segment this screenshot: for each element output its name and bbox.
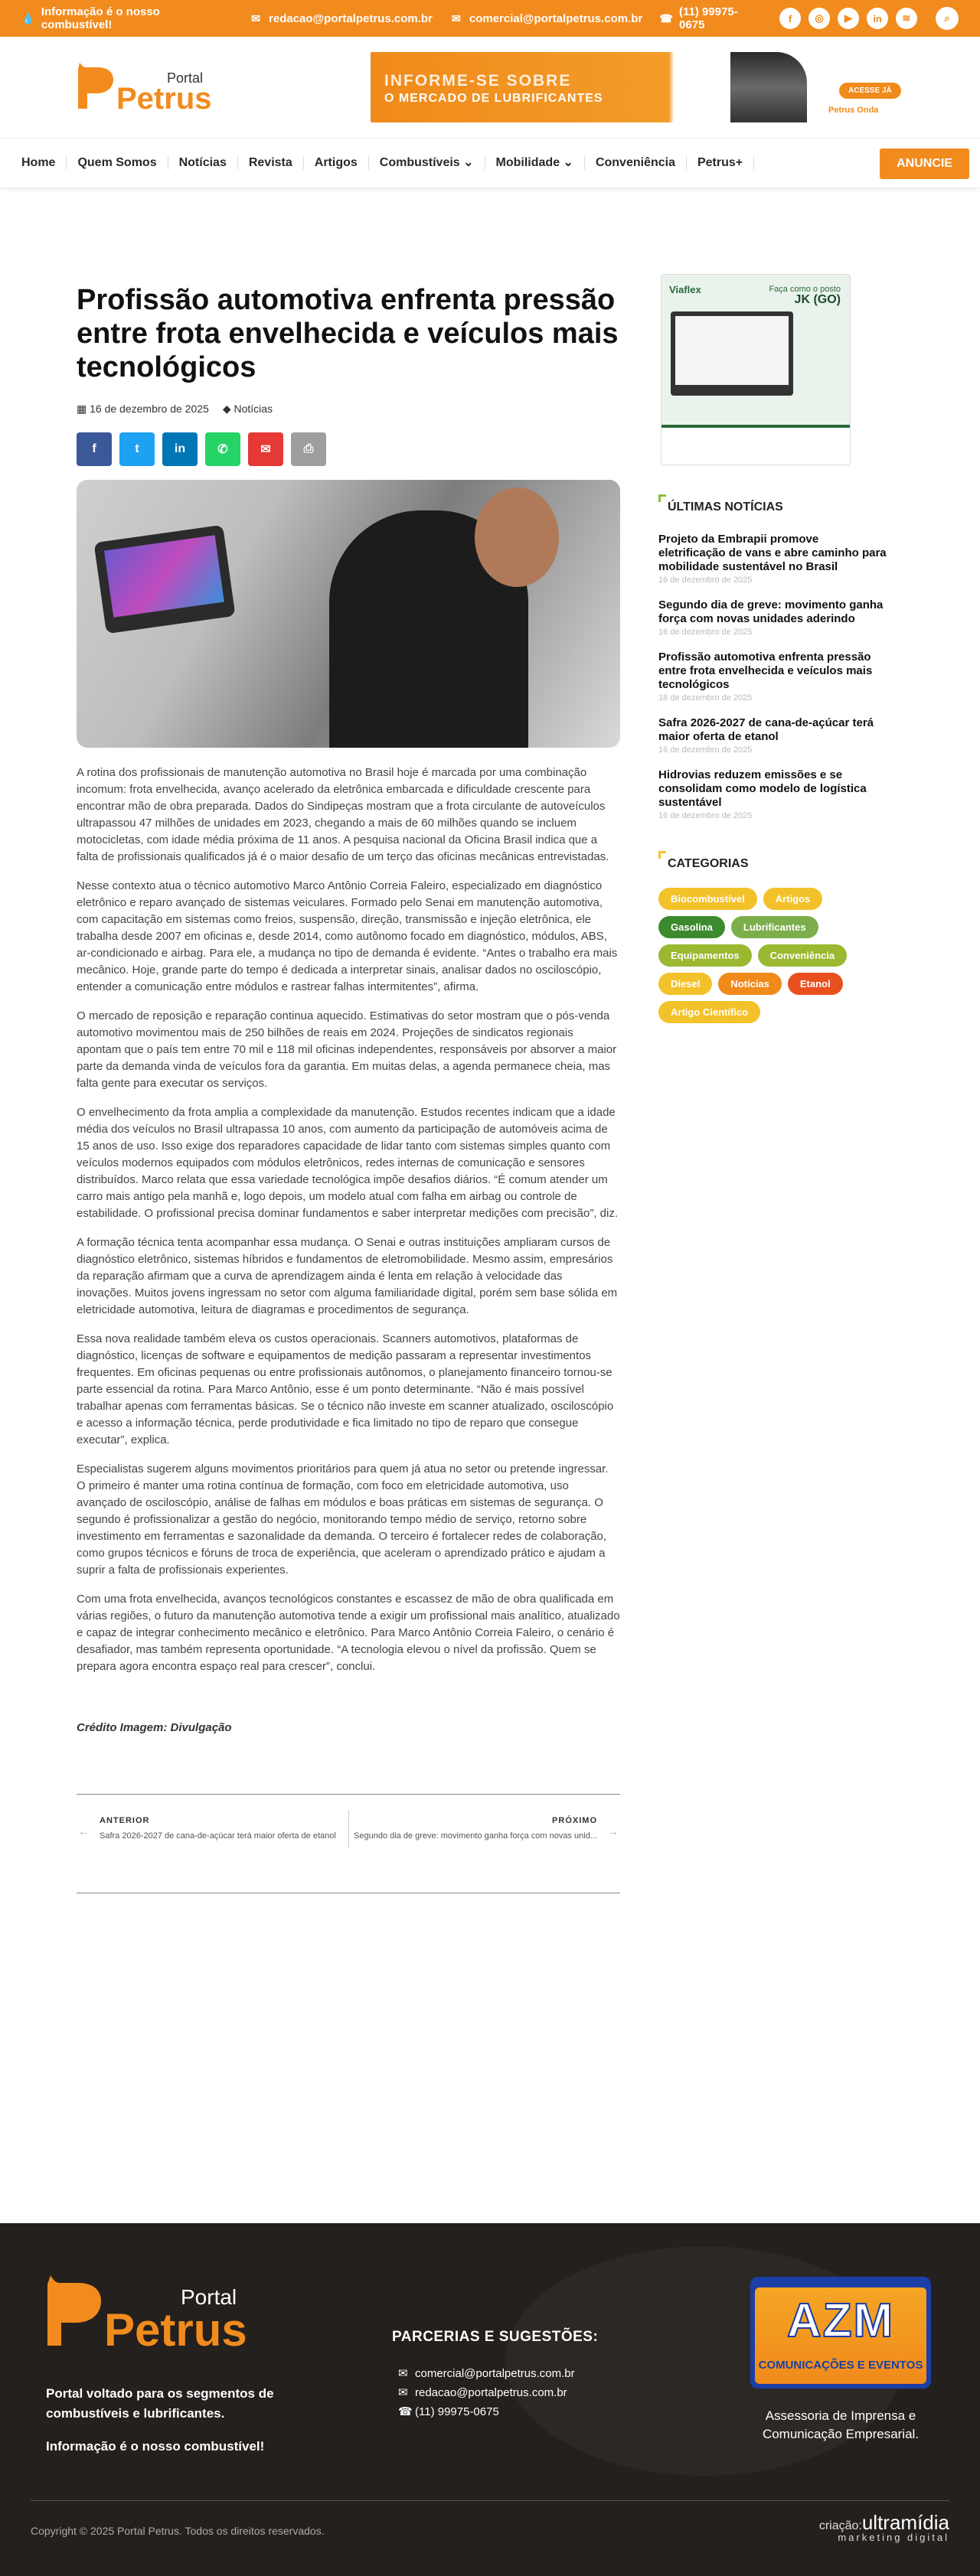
category-tag[interactable]: Conveniência (758, 944, 848, 967)
ad-headline-a: Faça como o posto (769, 285, 841, 294)
tablet-screen (104, 535, 224, 617)
category-tag[interactable]: Equipamentos (658, 944, 752, 967)
post-date (77, 403, 209, 416)
footer-description: Portal voltado para os segmentos de combustíveis e lubrificantes. (46, 2386, 274, 2421)
article-paragraph: Nesse contexto atua o técnico automotivo Marco Antônio Correia Faleiro, especializado em diagnóstico eletrônico e reparo avançado de sistemas veiculares. Formado pelo Senai em manutenção automotiva, com capacitação em sistemas como freios, suspensão, direção, transmissão e injeção eletrônica, ele trabalha desde 2007 em oficinas e, desde 2014, como autônomo focado em diagnóstico, módulos, ABS, ar-condicionado e airbag. Para ele, a mudança no tipo de demanda é evidente. “Antes o trabalho era mais mecânico. Hoje, grande parte do tempo é dedicada a interpretar sinais, analisar dados no osciloscópio, entender a comunicação entre módulos e rastrear falhas intermitentes”, afirma. (77, 879, 618, 993)
partnerships-heading: PARCERIAS E SUGESTÕES: (392, 2329, 599, 2345)
category-text: Notícias (234, 403, 273, 415)
mechanic-head (475, 487, 559, 587)
share-twitter-button[interactable]: t (119, 432, 155, 466)
main-nav (0, 138, 980, 188)
header (0, 37, 980, 138)
social-links (779, 7, 959, 30)
nav-quem-somos[interactable]: Quem Somos (67, 156, 168, 170)
next-title: Segundo dia de greve: movimento ganha força com novas unid... (354, 1831, 597, 1841)
azm-description: Assessoria de Imprensa e Comunicação Empresarial. (762, 2408, 920, 2441)
arrow-right-icon: → (608, 1825, 619, 1837)
next-post-link[interactable] (354, 1816, 597, 1841)
banner-line2: O MERCADO DE LUBRIFICANTES (384, 92, 603, 105)
footer-logo-portal: Portal (181, 2285, 237, 2309)
news-title[interactable]: Segundo dia de greve: movimento ganha força com novas unidades aderindo (658, 598, 884, 625)
post-navigation (77, 1794, 620, 1893)
article-paragraph: Essa nova realidade também eleva os custos operacionais. Scanners automotivos, plataformas de diagnóstico, licenças de software e equipamentos de medição passaram a representar investimentos frequentes. Em oficinas pequenas ou entre profissionais autônomos, o planejamento financeiro tornou-se parte essencial da rotina. Para Marco Antônio, esse é um ponto determinante. “Não é mais possível trabalhar apenas com ferramentas básicas. Se o técnico não investe em scanner atualizado, osciloscópio e acesso a informação técnica, perde produtividade e fica limitado no tipo de reparo que consegue executar”, explica. (77, 1332, 614, 1446)
footer-logo-wordmark: Petrus (104, 2304, 247, 2352)
nav-home[interactable]: Home (11, 156, 67, 170)
category-tag[interactable]: Artigos (763, 888, 823, 910)
azm-logo-text: AZM (786, 2294, 895, 2347)
article-paragraph: O mercado de reposição e reparação continua aquecido. Estimativas do setor mostram que o pós-venda automotivo movimentou mais de 250 bilhões de reais em 2024. Projeções de sindicatos regionais apontam que o país tem entre 70 mil e 118 mil oficinas independentes, responsáveis por absorver a maior parte da demanda vinda de veículos fora da garantia. Em muitas delas, a agenda permanece cheia, mas falta gente para executar os serviços. (77, 1009, 617, 1090)
azm-logo[interactable] (750, 2277, 931, 2389)
post-category[interactable] (223, 403, 273, 416)
news-date: 16 de dezembro de 2025 (658, 745, 753, 755)
nav-combustiveis[interactable]: Combustíveis ⌄ (369, 156, 485, 170)
date-text: 16 de dezembro de 2025 (90, 403, 209, 415)
banner-line1: INFORME-SE SOBRE (384, 72, 572, 90)
fuel-drop-icon: 💧 (21, 12, 35, 24)
ultramidia-credit[interactable] (819, 2511, 949, 2543)
news-date: 16 de dezembro de 2025 (658, 811, 753, 820)
credit-prefix: criação: (818, 2519, 862, 2532)
prev-label: ANTERIOR (100, 1816, 150, 1825)
article-meta (77, 403, 620, 416)
copyright: Copyright © 2025 Portal Petrus. Todos os direitos reservados. (31, 2525, 325, 2537)
list-item[interactable] (658, 533, 888, 585)
news-title[interactable]: Hidrovias reduzem emissões e se consolidam como modelo de logística sustentável (658, 768, 867, 809)
youtube-icon[interactable]: ▶ (838, 8, 859, 29)
latest-news-title: ÚLTIMAS NOTÍCIAS (668, 501, 783, 514)
article-body (77, 765, 620, 1675)
category-tag[interactable]: Lubrificantes (731, 916, 818, 938)
oil-drum-image (730, 52, 807, 122)
news-title[interactable]: Profissão automotiva enfrenta pressão entre frota envelhecida e veículos mais tecnológicos (658, 651, 873, 691)
portal-petrus-logo[interactable] (75, 63, 220, 113)
footer-contacts (398, 2364, 575, 2421)
article-paragraph: O envelhecimento da frota amplia a complexidade da manutenção. Estudos recentes indicam que a idade média dos veículos no Brasil ultrapassa 10 anos, com aumento da participação de automóveis acima de 15 anos de uso. Isso exige dos reparadores capacidade de lidar tanto com sistemas simples quanto com veículos modernos equipados com módulos eletrônicos, redes internas de comunicação e sensores distribuídos. Marco relata que essa variedade tecnológica impõe desafios diários. “É comum atender um carro mais antigo pela manhã e, logo depois, um modelo atual com falha em airbag ou controle de estabilidade. O profissional precisa dominar fundamentos e saber interpretar medições com precisão”, diz. (77, 1106, 619, 1220)
share-buttons (77, 432, 620, 466)
ad-monitor-image (671, 311, 793, 396)
category-tag[interactable]: Biocombustível (658, 888, 757, 910)
article-paragraph: Com uma frota envelhecida, avanços tecnológicos constantes e escassez de mão de obra qualificada em várias regiões, o futuro da manutenção automotiva tende a exigir um profissional mais analítico, atualizado e capaz de integrar conhecimento mecânico e eletrônico. Para Marco Antônio Correia Faleiro, o cenário é desafiador, mas também representa oportunidade. “A tecnologia elevou o nível da profissão. Quem se prepara agora encontra espaço real para crescer”, conclui. (77, 1593, 620, 1673)
article-paragraph: A formação técnica tenta acompanhar essa mudança. O Senai e outras instituições ampliaram cursos de diagnóstico eletrônico, sistemas híbridos e fundamentos de eletromobilidade. Mesmo assim, empresários da reparação afirmam que a curva de aprendizagem ainda é lenta em relação à velocidade das inovações. Muitos jovens ingressam no setor com alguma familiaridade digital, porém sem base sólida em eletricidade automotiva, leitura de diagramas e procedimentos de segurança. (77, 1236, 618, 1316)
category-tag[interactable]: Diesel (658, 973, 712, 995)
divider (348, 1810, 349, 1848)
previous-post-link[interactable] (100, 1816, 336, 1841)
azm-logo-subtext: COMUNICAÇÕES E EVENTOS (758, 2359, 923, 2372)
ad-headline-b: JK (GO) (794, 293, 841, 306)
envelope-icon: ✉ (452, 12, 461, 24)
nav-mobilidade[interactable]: Mobilidade ⌄ (485, 156, 585, 170)
image-credit: Crédito Imagem: Divulgação (77, 1721, 232, 1734)
nav-noticias[interactable]: Notícias (168, 156, 238, 170)
footer (0, 2223, 980, 2576)
share-facebook-button[interactable]: f (77, 432, 112, 466)
calendar-icon: ▦ (77, 403, 87, 415)
instagram-icon[interactable]: ◎ (808, 8, 830, 29)
contact-text: comercial@portalpetrus.com.br (415, 2367, 575, 2380)
headset-icon: ☎ (659, 12, 673, 24)
nav-revista[interactable]: Revista (238, 156, 304, 170)
news-title[interactable]: Projeto da Embrapii promove eletrificação de vans e abre caminho para mobilidade sustentável no Brasil (658, 533, 887, 573)
categories-heading (658, 851, 888, 871)
contact-phone[interactable] (398, 2402, 575, 2421)
news-date: 16 de dezembro de 2025 (658, 693, 753, 703)
linkedin-icon[interactable]: in (867, 8, 888, 29)
tagline: 💧 Informação é o nosso combustível! (21, 5, 160, 31)
envelope-icon: ✉ (398, 2386, 408, 2399)
category-tags (658, 888, 858, 1023)
email-comercial-link[interactable]: ✉ comercial@portalpetrus.com.br (449, 11, 642, 25)
list-item[interactable] (658, 651, 888, 703)
phone-link[interactable]: ☎ (11) 99975-0675 (659, 5, 738, 31)
spotify-icon[interactable]: ≋ (896, 8, 917, 29)
contact-email-comercial[interactable] (398, 2364, 575, 2383)
share-print-button[interactable]: ⎙ (291, 432, 326, 466)
email-redacao-link[interactable]: ✉ redacao@portalpetrus.com.br (249, 11, 433, 25)
nav-artigos[interactable]: Artigos (304, 156, 369, 170)
article (77, 283, 620, 1893)
article-paragraph: Especialistas sugerem alguns movimentos prioritários para quem já atua no setor ou pretende ingressar. O primeiro é manter uma rotina contínua de formação, com foco em eletricidade automotiva, uso avançado de osciloscópio, análise de falhas em módulos e boas práticas em sistemas de segurança. O segundo é profissionalizar a gestão do negócio, monitorando tempo médio de serviço, retorno sobre investimento em ferramentas e sazonalidade da demanda. O terceiro é fortalecer redes de colaboração, como grupos técnicos e fóruns de troca de experiência, que aceleram o aprendizado prático e ajudam a suprir a falta de profissionais experientes. (77, 1462, 609, 1577)
list-item[interactable] (658, 716, 888, 755)
banner-logos: Petrus Onda (828, 106, 879, 115)
footer-logo[interactable] (44, 2275, 259, 2352)
footer-tagline: Informação é o nosso combustível! (46, 2439, 265, 2454)
news-date: 16 de dezembro de 2025 (658, 628, 753, 637)
footer-divider (31, 2500, 949, 2501)
contact-text: redacao@portalpetrus.com.br (415, 2386, 567, 2399)
arrow-left-icon: ← (78, 1825, 89, 1837)
envelope-icon: ✉ (398, 2367, 408, 2380)
logo-wordmark: Petrus (116, 82, 212, 113)
phone-icon: ☎ (398, 2405, 413, 2418)
category-tag[interactable]: Gasolina (658, 916, 725, 938)
facebook-icon[interactable]: f (779, 8, 801, 29)
news-title[interactable]: Safra 2026-2027 de cana-de-açúcar terá maior oferta de etanol (658, 716, 874, 743)
credit-name: ultramídia (861, 2511, 949, 2534)
lubricants-banner[interactable] (371, 52, 913, 122)
ad-footer-strip (662, 425, 850, 465)
latest-news-heading (658, 494, 888, 514)
heading-accent (658, 851, 666, 859)
banner-cta-button[interactable]: ACESSE JÁ (839, 83, 901, 99)
top-bar (0, 0, 980, 37)
categories-title: CATEGORIAS (668, 857, 749, 870)
ad-headline (769, 284, 841, 306)
contact-text: (11) 99975-0675 (415, 2405, 499, 2418)
tag-icon: ◆ (222, 403, 231, 415)
news-date: 16 de dezembro de 2025 (658, 576, 753, 585)
ad-brand: Viaflex (669, 284, 701, 295)
category-tag[interactable]: Artigo Científico (658, 1001, 760, 1023)
share-email-button[interactable]: ✉ (248, 432, 283, 466)
viaflex-ad[interactable] (661, 274, 851, 465)
list-item[interactable] (658, 768, 888, 820)
next-label: PRÓXIMO (552, 1816, 597, 1825)
nav-conveniencia[interactable]: Conveniência (585, 156, 687, 170)
list-item[interactable] (658, 598, 888, 637)
sidebar (658, 274, 888, 1023)
envelope-icon: ✉ (251, 12, 260, 24)
nav-petrus-plus[interactable]: Petrus+ (687, 156, 754, 170)
prev-title: Safra 2026-2027 de cana-de-açúcar terá maior oferta de etanol (100, 1831, 336, 1841)
search-icon[interactable]: ⌕ (936, 7, 959, 30)
credit-sub: marketing digital (838, 2532, 949, 2543)
article-hero-image (77, 480, 620, 748)
logo-portal: Portal (167, 70, 204, 86)
category-tag[interactable]: Notícias (718, 973, 782, 995)
latest-news-list (658, 533, 888, 820)
share-whatsapp-button[interactable]: ✆ (205, 432, 240, 466)
contact-email-redacao[interactable] (398, 2383, 575, 2402)
category-tag[interactable]: Etanol (788, 973, 843, 995)
diagnostic-tablet (93, 525, 235, 634)
article-paragraph: A rotina dos profissionais de manutenção automotiva no Brasil hoje é marcada por uma combinação incomum: frota envelhecida, avanço acelerado da eletrônica embarcada e dificuldade crescente para encontrar mão de obra preparada. Dados do Sindipeças mostram que a frota circulante de autoveículos ultrapassou 47 milhões de unidades em 2023, chegando a mais de 60 milhões quando se incluem motocicletas, com idade média próxima de 11 anos. A pesquisa nacional da Oficina Brasil indica que a falta de profissionais qualificados já é o maior desafio de um terço das oficinas mecânicas entrevistadas. (77, 766, 609, 863)
heading-accent (658, 494, 666, 502)
article-title: Profissão automotiva enfrenta pressão entre frota envelhecida e veículos mais tecnológicos (77, 284, 619, 383)
anuncie-button[interactable]: ANUNCIE (880, 148, 969, 179)
share-linkedin-button[interactable]: in (162, 432, 198, 466)
